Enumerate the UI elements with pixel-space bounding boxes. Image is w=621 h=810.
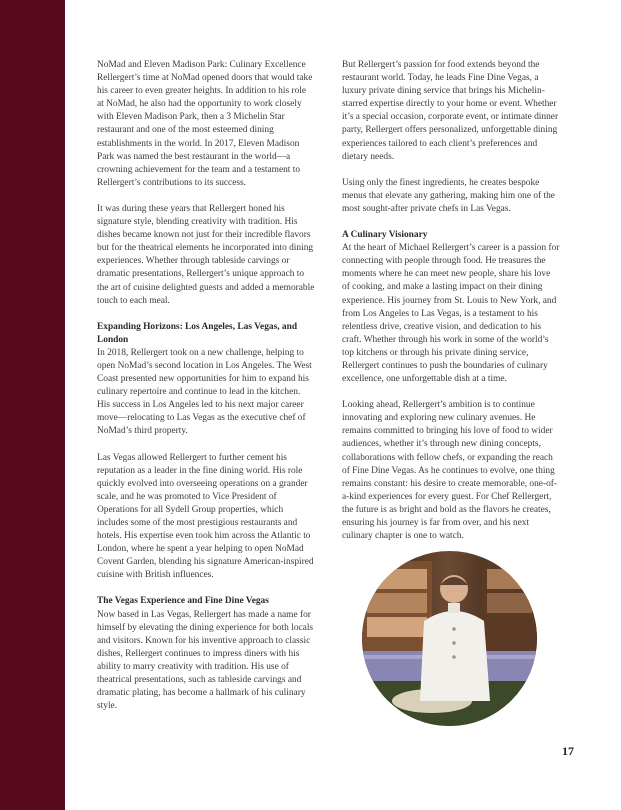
paragraph: Looking ahead, Rellergert’s ambition is to continue innovating and exploring new culinary avenues. He remains committed to bringing his love of food to wider audiences, whether it’s through new dining concepts, collaborations with fellow chefs, or expanding the reach of Fine Dine Vegas. As he continues to evolve, one thing remains constant: his desire to create memorable, one-of-a-kind experiences for every guest. For Chef Rellergert, the future is as bright and bold as the flavors he creates, ensuring his journey is far from over, and his next culinary chapter is one to watch.	[342, 400, 558, 542]
paragraph: Using only the finest ingredients, he creates bespoke menus that elevate any gathering, making him one of the most sought-after private chefs in Las Vegas.	[342, 177, 555, 214]
paragraph: Las Vegas allowed Rellergert to further cement his reputation as a leader in the fine dining world. His role quickly evolved into overseeing operations on a grander scale, and he was promoted to Vice President of Operations for all Sydell Group properties, which includes some of the most prestigious restaurants and hotels. His expertise even took him across the Atlantic to London, where he spent a year helping to open NoMad Covent Garden, blending his signature American-inspired cuisine with British influences.	[97, 452, 314, 581]
paragraph: At the heart of Michael Rellergert’s career is a passion for connecting with people through food. He treasures the moments where he can meet new people, share his love of cooking, and make a lasting impact on their dining experience. His journey from St. Louis to New York, and from Los Angeles to Las Vegas, is a testament to his relentless drive, creative vision, and dedication to his craft. Whether through his work in some of the world’s top kitchens or through his private dining service, Rellergert continues to push the boundaries of culinary excellence, one unforgettable dish at a time.	[342, 243, 560, 385]
paragraph: Now based in Las Vegas, Rellergert has made a name for himself by elevating the dining experience for both locals and visitors. Known for his inventive approach to classic dishes, Rellergert continues to impress diners with his ability to marry creativity with tradition. His use of theatrical presentations, such as tableside carvings and dramatic plating, has become a hallmark of his culinary style.	[97, 609, 314, 712]
chef-photo	[362, 551, 537, 726]
right-text-column	[342, 59, 560, 556]
paragraph: NoMad and Eleven Madison Park: Culinary Excellence Rellergert’s time at NoMad opened doors that would take his career to even greater heights. In addition to his role at NoMad, he also had the opportunity to work closely with Eleven Madison Park, then a 3 Michelin Star restaurant and one of the most esteemed dining establishments in the world. In 2017, Eleven Madison Park was named the best restaurant in the world—a crowning achievement for the team and a testament to Rellergert’s contributions to its success.	[97, 60, 313, 188]
paragraph: It was during these years that Rellergert honed his signature style, blending creativity with tradition. His dishes became known not just for their incredible flavors but for the theatrical elements he incorporated into dining experiences. Whether through tableside carvings or dramatic presentations, Rellergert’s unique approach to the art of cuisine delighted guests and added a memorable touch to each meal.	[97, 203, 315, 306]
section-heading: The Vegas Experience and Fine Dine Vegas	[97, 596, 269, 607]
section-heading: A Culinary Visionary	[342, 230, 428, 241]
paragraph: But Rellergert’s passion for food extends beyond the restaurant world. Today, he leads Fine Dine Vegas, a luxury private dining service that brings his Michelin-starred expertise directly to your home or event. Whether it’s a special occasion, corporate event, or intimate dinner party, Rellergert offers personalized, unforgettable dining experiences tailored to each client’s preferences and dietary needs.	[342, 60, 559, 162]
chef-photo-illustration	[362, 551, 537, 726]
paragraph: In 2018, Rellergert took on a new challenge, helping to open NoMad’s second location in Los Angeles. The West Coast presented new opportunities for him to expand his culinary repertoire and continue to lead in the kitchen. His success in Los Angeles led to his next major career move—relocating to Las Vegas as the executive chef of NoMad’s third property.	[97, 347, 312, 437]
page-side-bar	[0, 0, 65, 810]
page-number: 17	[562, 744, 574, 758]
section-heading: Expanding Horizons: Los Angeles, Las Vegas, and London	[97, 321, 298, 345]
left-text-column	[97, 59, 315, 726]
